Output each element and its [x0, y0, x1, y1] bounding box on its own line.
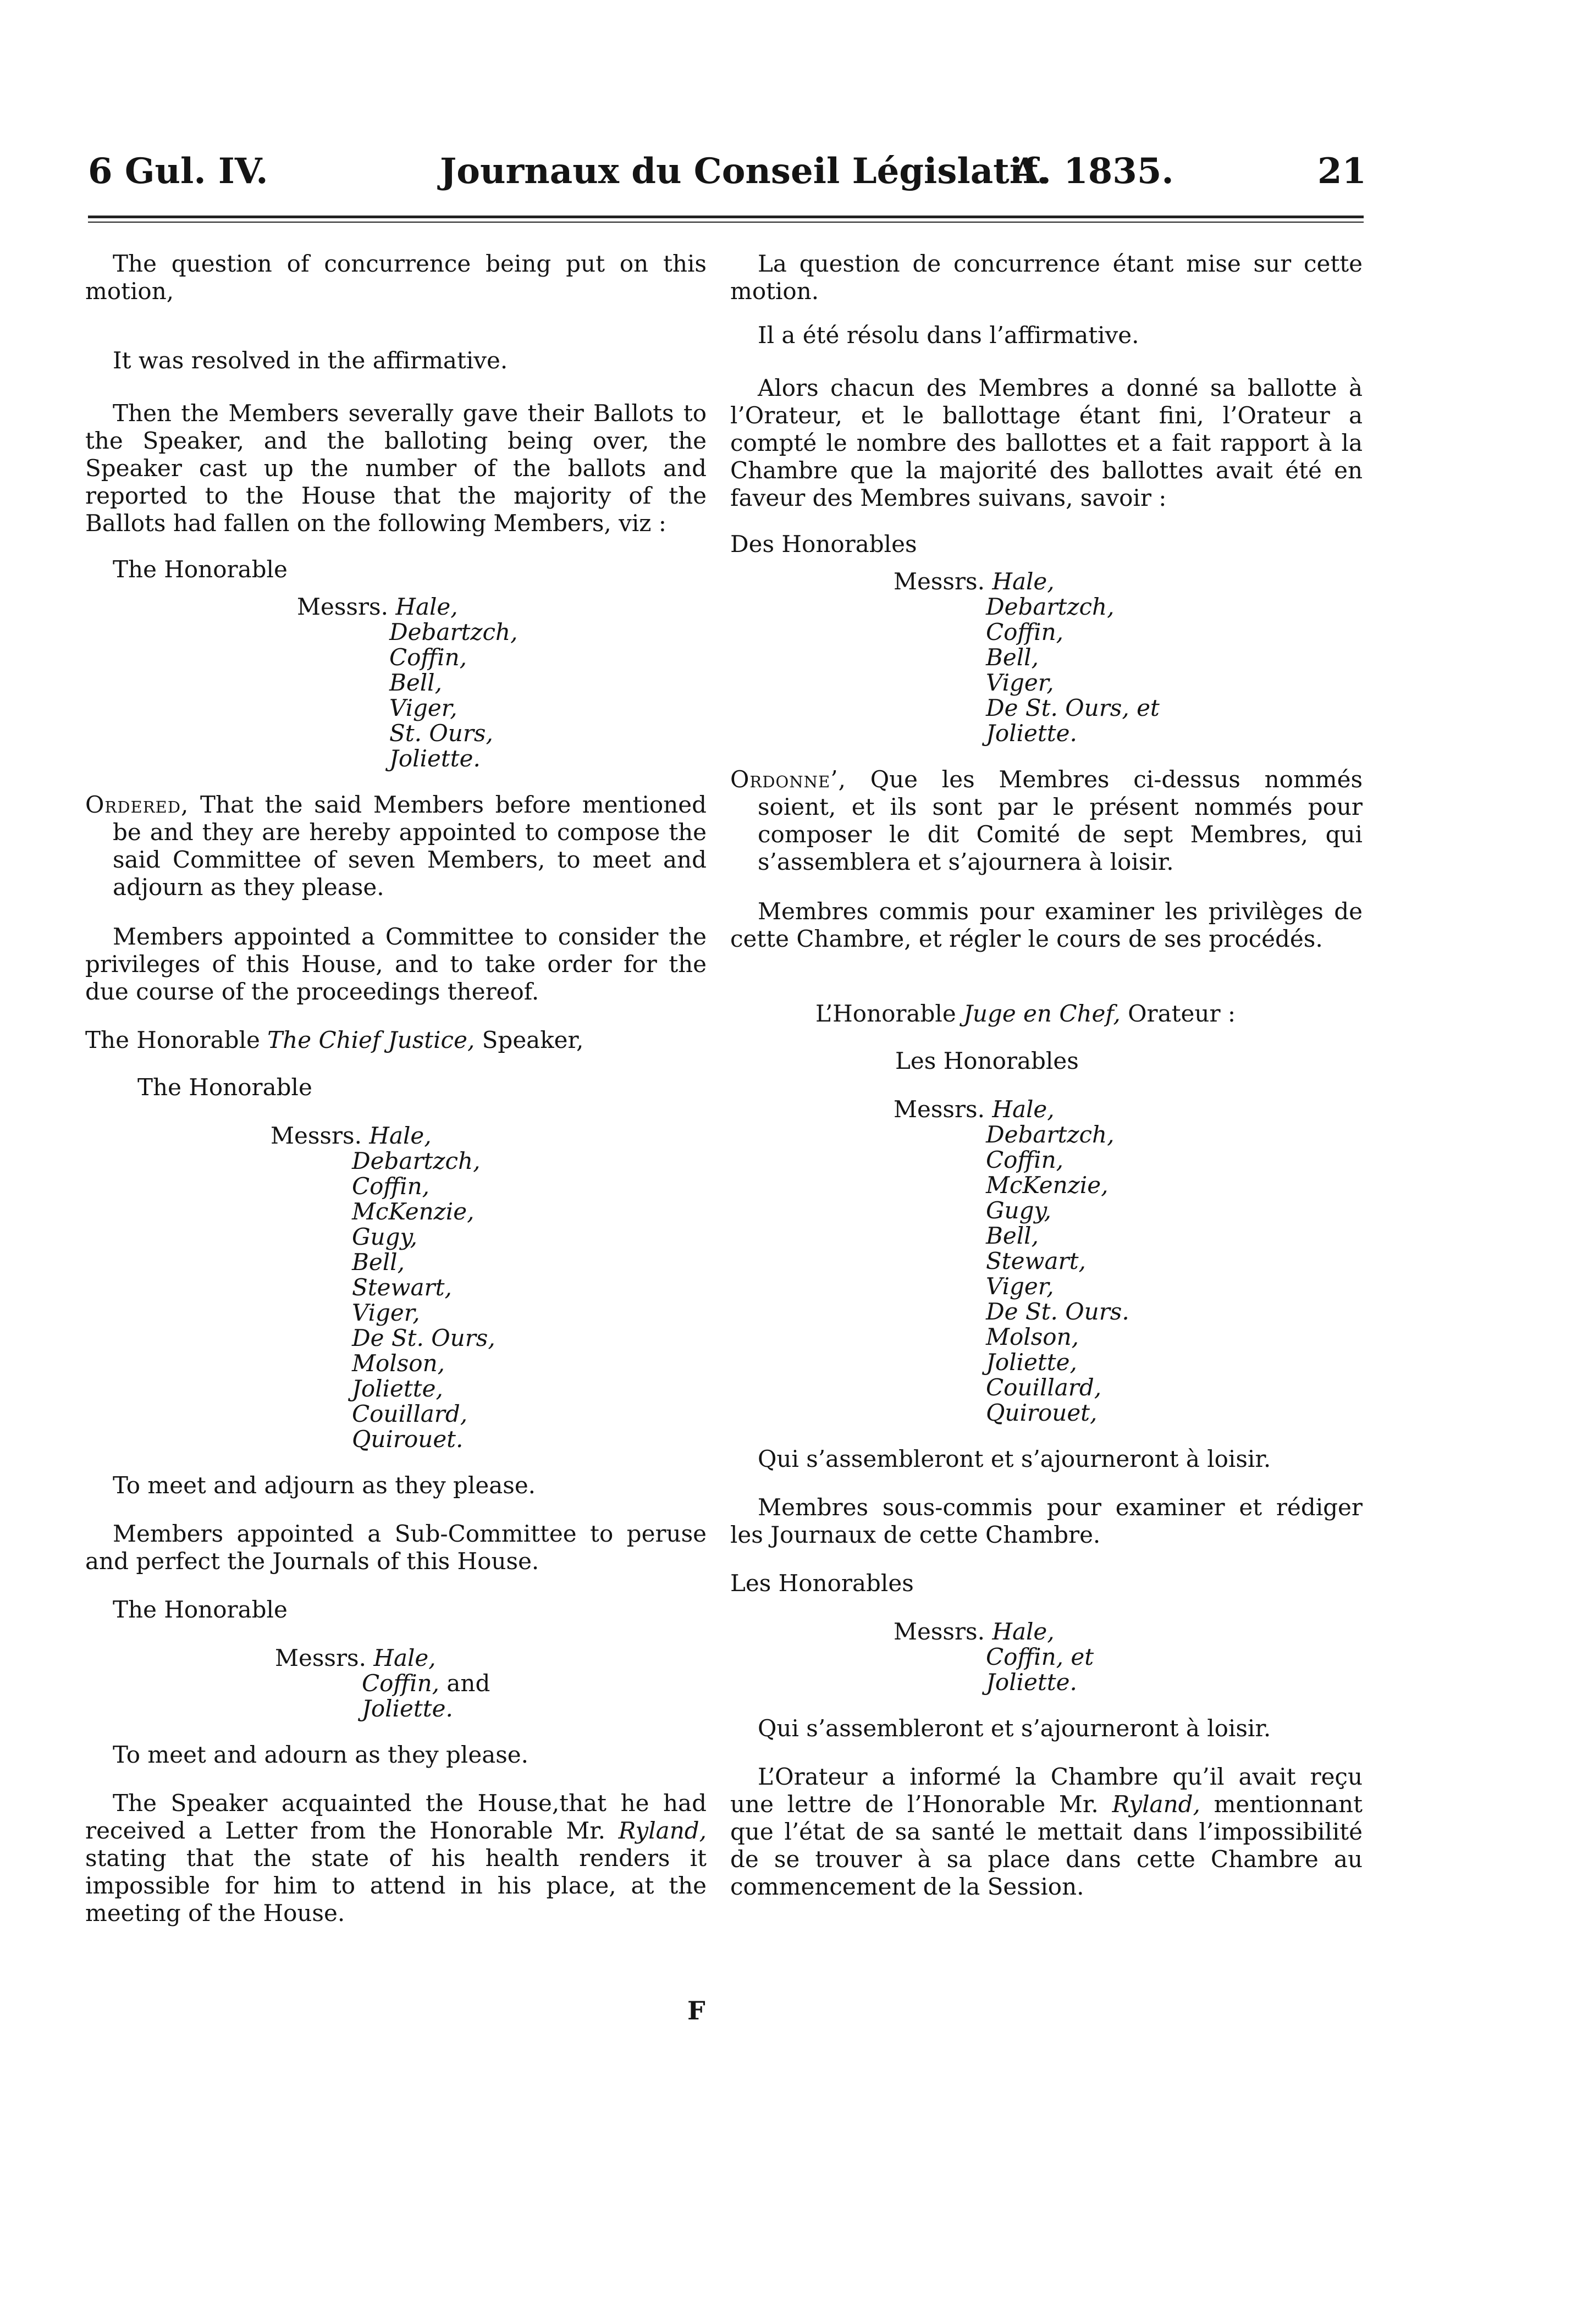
member-name: Coffin, et	[986, 1643, 1094, 1670]
fr-messrs-2: Messrs. Hale,	[894, 1096, 1055, 1123]
member-name: McKenzie,	[352, 1198, 475, 1225]
member-name: Molson,	[986, 1323, 1079, 1350]
en-ballots-paragraph: Then the Members severally gave their Ballots to the Speaker, and the balloting being over, the Speaker cast up the number of the ballots and reported to the House that the majority of the Ballots had fallen on the following Members, viz :	[85, 400, 707, 537]
ordered-label: Ordonne’,	[730, 766, 846, 793]
member-name: Coffin,	[389, 644, 467, 671]
en-ordered-paragraph: Ordered, That the said Members before mentioned be and they are hereby appointed to compose the said Committee of seven Members, to meet and adjourn as they please.	[85, 791, 707, 901]
english-column	[85, 250, 707, 1927]
member-name: Coffin,	[986, 619, 1064, 645]
fr-resolved: Il a été résolu dans l’affirmative.	[758, 322, 1139, 349]
member-name: Joliette.	[986, 1669, 1077, 1696]
member-name: Gugy,	[986, 1197, 1051, 1224]
en-messrs-2: Messrs. Hale,	[271, 1122, 432, 1149]
member-name: Viger,	[389, 694, 457, 721]
fr-honorable-heading-2: Les Honorables	[895, 1047, 1079, 1074]
en-honorable-heading-2: The Honorable	[137, 1074, 312, 1101]
member-name: Couillard,	[352, 1400, 468, 1427]
member-name: Debartzch,	[986, 593, 1115, 620]
member-name: Coffin, and	[362, 1670, 490, 1697]
member-name: De St. Ours, et	[986, 694, 1160, 721]
member-name: Quirouet,	[986, 1399, 1098, 1426]
member-name: Molson,	[352, 1350, 445, 1377]
fr-members-list-2	[894, 1097, 1363, 1426]
member-name: McKenzie,	[986, 1172, 1109, 1199]
french-column	[730, 250, 1363, 1901]
fr-speaker-line: L’Honorable Juge en Chef, Orateur :	[815, 1000, 1236, 1027]
member-name: Viger,	[986, 669, 1054, 696]
en-concurrence-question: The question of concurrence being put on this motion,	[85, 250, 707, 305]
member-name: St. Ours,	[389, 720, 493, 747]
fr-honorable-heading-1: Des Honorables	[730, 531, 917, 557]
fr-ballots-paragraph: Alors chacun des Membres a donné sa ballotte à l’Orateur, et le ballottage étant fini, l’Orateur a compté le nombre des ballottes et a fait rapport à la Chambre que la majorité des ballottes avait été en faveur des Membres suivans, savoir :	[730, 374, 1363, 511]
signature-mark: F	[687, 1996, 705, 2025]
member-name: De St. Ours,	[352, 1324, 495, 1351]
en-privileges-committee: Members appointed a Committee to consider the privileges of this House, and to take order for the due course of the proceedings thereof.	[85, 923, 707, 1005]
en-speaker-line: The Honorable The Chief Justice, Speaker,	[85, 1026, 584, 1053]
fr-messrs-3: Messrs. Hale,	[894, 1618, 1055, 1645]
member-name: Viger,	[986, 1273, 1054, 1300]
member-name: Joliette,	[352, 1375, 443, 1402]
header-rule-thick	[88, 216, 1364, 218]
fr-ryland-letter: L’Orateur a informé la Chambre qu’il avait reçu une lettre de l’Honorable Mr. Ryland, mentionnant que l’état de sa santé le mettait dans l’impossibilité de se trouver à sa place dans cette Chambre au commencement de la Session.	[730, 1763, 1363, 1900]
member-name: Bell,	[986, 1222, 1039, 1249]
en-ryland-letter: The Speaker acquainted the House,that he had received a Letter from the Honorable Mr. Ryland, stating that the state of his health renders it impossible for him to attend in his place, at the meeting of the House.	[85, 1790, 707, 1926]
en-meet-adjourn-2: To meet and adourn as they please.	[113, 1741, 528, 1768]
member-name: Joliette.	[986, 720, 1077, 747]
member-name: Stewart,	[986, 1247, 1086, 1274]
en-members-list-2	[271, 1123, 707, 1452]
en-messrs-3: Messrs. Hale,	[275, 1644, 436, 1671]
header-title: Journaux du Conseil Législatif.	[440, 151, 1049, 192]
member-name: Bell,	[389, 669, 442, 696]
en-resolved: It was resolved in the affirmative.	[113, 347, 508, 374]
member-name: Debartzch,	[352, 1147, 481, 1174]
page-header	[88, 144, 1366, 199]
member-name: Coffin,	[352, 1173, 430, 1200]
ordered-label: Ordered,	[85, 791, 189, 818]
fr-concurrence-question: La question de concurrence étant mise sur cette motion.	[730, 250, 1363, 305]
member-name: De St. Ours.	[986, 1298, 1129, 1325]
member-name: Gugy,	[352, 1223, 417, 1250]
member-name: Bell,	[352, 1249, 405, 1276]
en-sub-committee: Members appointed a Sub-Committee to peruse and perfect the Journals of this House.	[85, 1520, 707, 1575]
fr-ordered-paragraph: Ordonne’, Que les Membres ci-dessus nommés soient, et ils sont par le présent nommés pour composer le dit Comité de sept Membres, qui s’assemblera et s’ajournera à loisir.	[730, 766, 1363, 875]
en-honorable-heading-3: The Honorable	[113, 1596, 288, 1623]
member-name: Debartzch,	[389, 619, 518, 645]
en-members-list-1	[297, 594, 707, 771]
member-name: Debartzch,	[986, 1121, 1115, 1148]
fr-members-list-1	[894, 569, 1363, 746]
fr-meet-adjourn-1: Qui s’assembleront et s’ajourneront à loisir.	[758, 1445, 1271, 1472]
member-name: Viger,	[352, 1299, 420, 1326]
member-name: Couillard,	[986, 1374, 1102, 1401]
member-name: Bell,	[986, 644, 1039, 671]
fr-members-list-3	[894, 1619, 1363, 1695]
fr-sub-committee: Membres sous-commis pour examiner et rédiger les Journaux de cette Chambre.	[730, 1494, 1363, 1548]
member-name: Coffin,	[986, 1146, 1064, 1173]
en-messrs-1: Messrs. Hale,	[297, 593, 458, 620]
fr-honorable-heading-3: Les Honorables	[730, 1570, 914, 1597]
en-meet-adjourn-1: To meet and adjourn as they please.	[113, 1472, 536, 1499]
header-year: A. 1835.	[1012, 151, 1174, 192]
page-number: 21	[1317, 151, 1366, 192]
en-honorable-heading-1: The Honorable	[113, 556, 288, 583]
member-name: Joliette.	[389, 745, 481, 772]
en-members-list-3	[275, 1646, 707, 1721]
header-regnal-year: 6 Gul. IV.	[88, 151, 268, 192]
member-name: Quirouet.	[352, 1426, 464, 1453]
fr-messrs-1: Messrs. Hale,	[894, 568, 1055, 595]
member-name: Stewart,	[352, 1274, 452, 1301]
fr-meet-adjourn-2: Qui s’assembleront et s’ajourneront à loisir.	[758, 1715, 1271, 1742]
header-rule-thin	[88, 222, 1364, 223]
member-name: Joliette,	[986, 1349, 1077, 1376]
fr-privileges-committee: Membres commis pour examiner les privilèges de cette Chambre, et régler le cours de ses procédés.	[730, 898, 1363, 952]
member-name: Joliette.	[362, 1695, 453, 1722]
